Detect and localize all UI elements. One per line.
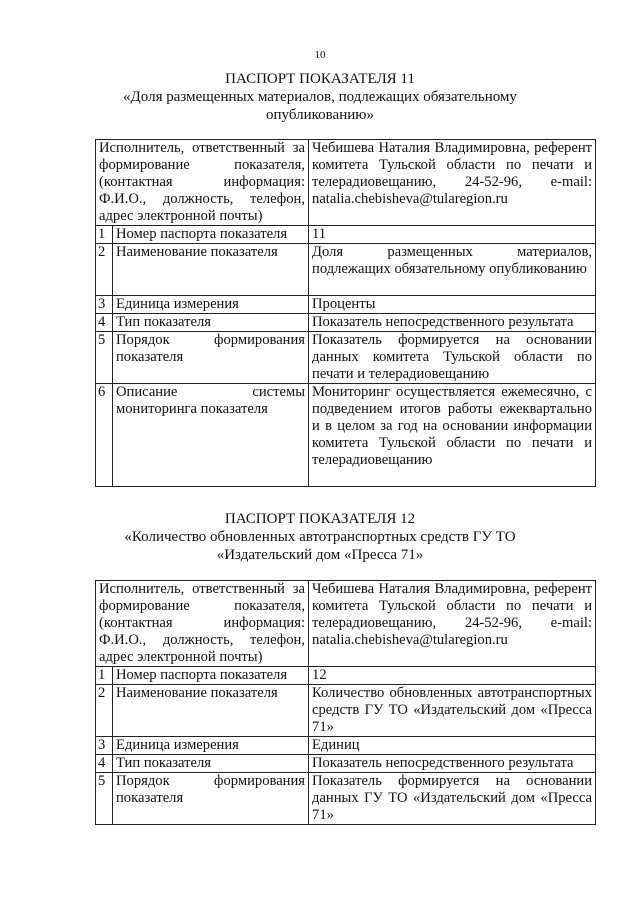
executor-label-cell: Исполнитель, ответственный за формирование показателя, (контактная информация: Ф.И.О., должность, телефон, адрес электронной почты) — [96, 140, 309, 226]
table-row — [96, 384, 596, 487]
row-number: 3 — [96, 296, 113, 314]
passport-12-heading — [0, 510, 640, 564]
row-number: 4 — [96, 314, 113, 332]
passport-subtitle-line2: опубликованию» — [266, 107, 374, 123]
row-value: 11 — [309, 226, 596, 244]
row-label: Номер паспорта показателя — [113, 667, 309, 685]
row-number: 3 — [96, 737, 113, 755]
passport-title: ПАСПОРТ ПОКАЗАТЕЛЯ 12 — [224, 511, 416, 527]
passport-subtitle-line2: «Издательский дом «Пресса 71» — [216, 547, 424, 563]
table-row — [96, 332, 596, 384]
row-number: 5 — [96, 773, 113, 825]
row-number: 1 — [96, 226, 113, 244]
table-row — [96, 226, 596, 244]
table-row — [96, 581, 596, 667]
row-label: Единица измерения — [113, 737, 309, 755]
table-row — [96, 685, 596, 737]
row-label: Порядок формирования показателя — [113, 773, 309, 825]
row-value: Мониторинг осуществляется ежемесячно, с подведением итогов работы ежеквартально и в целом за год на основании информации комитета Тульской области по печати и телерадиовещанию — [309, 384, 596, 487]
row-value: Показатель непосредственного результата — [309, 755, 596, 773]
row-label: Порядок формирования показателя — [113, 332, 309, 384]
passport-subtitle-line1: «Количество обновленных автотранспортных средств ГУ ТО — [124, 529, 516, 545]
row-label: Тип показателя — [113, 314, 309, 332]
passport-title: ПАСПОРТ ПОКАЗАТЕЛЯ 11 — [225, 71, 415, 87]
row-value: Показатель формируется на основании данных ГУ ТО «Издательский дом «Пресса 71» — [309, 773, 596, 825]
table-row — [96, 244, 596, 296]
row-number: 4 — [96, 755, 113, 773]
row-number: 2 — [96, 685, 113, 737]
row-label: Наименование показателя — [113, 244, 309, 296]
row-label: Наименование показателя — [113, 685, 309, 737]
row-label: Описание системы мониторинга показателя — [113, 384, 309, 487]
row-number: 2 — [96, 244, 113, 296]
row-label: Номер паспорта показателя — [113, 226, 309, 244]
row-number: 1 — [96, 667, 113, 685]
table-row — [96, 773, 596, 825]
page-number: 10 — [314, 49, 326, 61]
passport-11-table — [95, 139, 596, 487]
row-value: Показатель формируется на основании данных комитета Тульской области по печати и телерадиовещанию — [309, 332, 596, 384]
executor-value-cell: Чебишева Наталия Владимировна, референт комитета Тульской области по печати и телерадиовещанию, 24-52-96, e-mail: natalia.chebisheva@tularegion.ru — [309, 140, 596, 226]
table-row — [96, 140, 596, 226]
row-number: 6 — [96, 384, 113, 487]
row-label: Тип показателя — [113, 755, 309, 773]
row-value: Единиц — [309, 737, 596, 755]
row-value: Доля размещенных материалов, подлежащих обязательному опубликованию — [309, 244, 596, 296]
executor-label-cell: Исполнитель, ответственный за формирование показателя, (контактная информация: Ф.И.О., должность, телефон, адрес электронной почты) — [96, 581, 309, 667]
passport-12-table — [95, 580, 596, 825]
passport-subtitle-line1: «Доля размещенных материалов, подлежащих обязательному — [123, 89, 517, 105]
row-value: Показатель непосредственного результата — [309, 314, 596, 332]
executor-value-cell: Чебишева Наталия Владимировна, референт комитета Тульской области по печати и телерадиовещанию, 24-52-96, e-mail: natalia.chebisheva@tularegion.ru — [309, 581, 596, 667]
row-value: Количество обновленных автотранспортных средств ГУ ТО «Издательский дом «Пресса 71» — [309, 685, 596, 737]
table-row — [96, 296, 596, 314]
passport-11-heading — [0, 70, 640, 124]
row-value: Проценты — [309, 296, 596, 314]
table-row — [96, 737, 596, 755]
row-number: 5 — [96, 332, 113, 384]
row-value: 12 — [309, 667, 596, 685]
table-row — [96, 314, 596, 332]
row-label: Единица измерения — [113, 296, 309, 314]
table-row — [96, 667, 596, 685]
table-row — [96, 755, 596, 773]
